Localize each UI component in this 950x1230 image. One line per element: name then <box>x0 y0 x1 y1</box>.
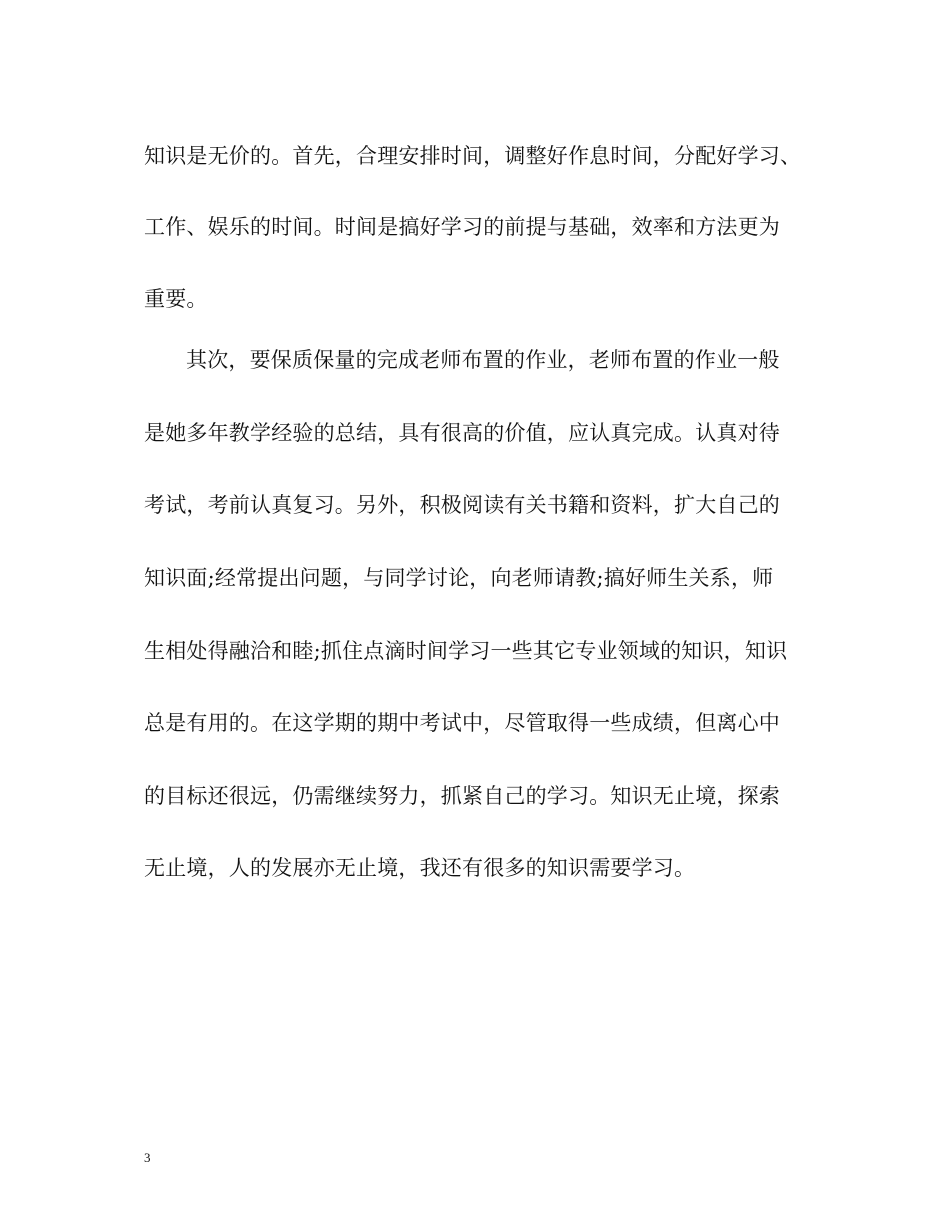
text-line-3: 重要。 <box>144 287 208 311</box>
text-line-9: 总是有用的。在这学期的期中考试中，尽管取得一些成绩，但离心中 <box>144 711 780 735</box>
page-number: 3 <box>144 1150 151 1165</box>
text-line-6: 考试，考前认真复习。另外，积极阅读有关书籍和资料，扩大自己的 <box>144 493 780 517</box>
text-line-8: 生相处得融洽和睦;抓住点滴时间学习一些其它专业领域的知识，知识 <box>144 639 788 663</box>
text-line-7: 知识面;经常提出问题，与同学讨论，向老师请教;搞好师生关系，师 <box>144 566 774 590</box>
text-line-11: 无止境，人的发展亦无止境，我还有很多的知识需要学习。 <box>144 856 696 880</box>
text-line-5: 是她多年教学经验的总结，具有很高的价值，应认真完成。认真对待 <box>144 421 780 445</box>
text-line-4: 其次，要保质保量的完成老师布置的作业，老师布置的作业一般 <box>186 348 780 372</box>
text-line-10: 的目标还很远，仍需继续努力，抓紧自己的学习。知识无止境，探索 <box>144 784 780 808</box>
text-line-2: 工作、娱乐的时间。时间是搞好学习的前提与基础，效率和方法更为 <box>144 215 780 239</box>
text-line-1: 知识是无价的。首先，合理安排时间，调整好作息时间，分配好学习、 <box>144 144 802 168</box>
